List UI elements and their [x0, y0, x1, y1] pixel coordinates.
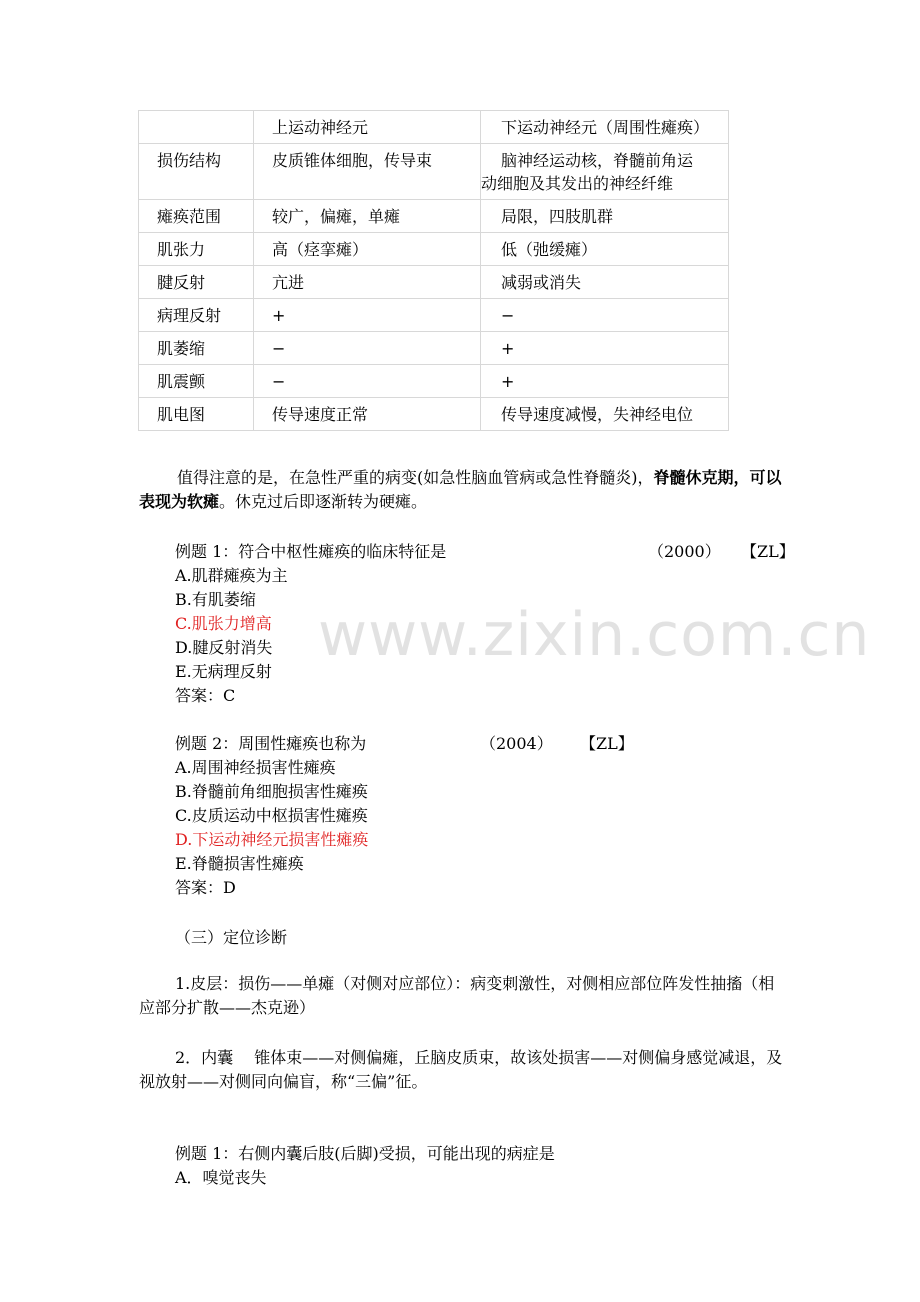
example-1-answer: 答案：C	[175, 686, 236, 705]
spinal-shock-note	[139, 466, 789, 514]
table-row	[139, 365, 729, 398]
example-2-tag: 【ZL】	[580, 734, 634, 753]
example-1-option-b: B.有肌萎缩	[175, 590, 256, 609]
row-label: 肌电图	[139, 398, 254, 431]
lower-neuron-cell: −	[481, 299, 729, 332]
table-row	[139, 332, 729, 365]
neuron-comparison-table	[138, 110, 729, 431]
site-watermark: www.zixin.com.cn	[318, 600, 871, 670]
section-heading: （三）定位诊断	[175, 928, 288, 947]
example-1-option-c: C.肌张力增高	[175, 614, 272, 633]
note-emphasis: 脊髓休克期，可以表现为软瘫	[139, 468, 782, 511]
table-row	[139, 144, 729, 200]
example-3-option-a: A．嗅觉丧失	[175, 1168, 267, 1187]
example-1-option-d: D.腱反射消失	[175, 638, 273, 657]
lower-neuron-line: 脑神经运动核，脊髓前角运	[501, 151, 694, 170]
lower-neuron-cell: 低（弛缓瘫）	[481, 233, 729, 266]
example-2-year: （2004）	[480, 734, 553, 753]
table-header-cell	[139, 111, 254, 144]
lower-neuron-cell: +	[481, 365, 729, 398]
table-header-cell: 下运动神经元（周围性瘫痪）	[481, 111, 729, 144]
example-2-answer: 答案：D	[175, 878, 236, 897]
row-label: 病理反射	[139, 299, 254, 332]
example-2-option-c: C.皮质运动中枢损害性瘫痪	[175, 806, 368, 825]
lower-neuron-line: 动细胞及其发出的神经纤维	[481, 174, 674, 193]
note-text: 值得注意的是，在急性严重的病变(如急性脑血管病或急性脊髓炎)，	[177, 468, 654, 487]
example-1-option-e: E.无病理反射	[175, 662, 272, 681]
upper-neuron-cell: 亢进	[254, 266, 481, 299]
example-1-year: （2000）	[648, 542, 721, 561]
table-row	[139, 299, 729, 332]
example-1-option-a: A.肌群瘫痪为主	[175, 566, 288, 585]
table-row	[139, 200, 729, 233]
example-2-option-b: B.脊髓前角细胞损害性瘫痪	[175, 782, 368, 801]
table-header-row	[139, 111, 729, 144]
lower-neuron-cell: 传导速度减慢，失神经电位	[481, 398, 729, 431]
upper-neuron-cell: −	[254, 332, 481, 365]
example-2-option-e: E.脊髓损害性瘫痪	[175, 854, 304, 873]
cortex-point: 1.皮层：损伤——单瘫（对侧对应部位）：病变刺激性，对侧相应部位阵发性抽搐（相应部分扩散——杰克逊）	[139, 974, 775, 1017]
example-1-tag: 【ZL】	[741, 542, 795, 561]
example-2-option-d: D.下运动神经元损害性瘫痪	[175, 830, 369, 849]
example-3-question: 例题 1：右侧内囊后肢(后脚)受损，可能出现的病症是	[175, 1144, 555, 1163]
lower-neuron-cell: 减弱或消失	[481, 266, 729, 299]
row-label: 瘫痪范围	[139, 200, 254, 233]
note-text-tail: 。休克过后即逐渐转为硬瘫。	[219, 492, 428, 511]
lower-neuron-cell: 局限，四肢肌群	[481, 200, 729, 233]
row-label: 损伤结构	[139, 144, 254, 200]
row-label: 腱反射	[139, 266, 254, 299]
upper-neuron-cell: 较广，偏瘫，单瘫	[254, 200, 481, 233]
lower-neuron-cell: +	[481, 332, 729, 365]
example-1-question: 例题 1：符合中枢性瘫痪的临床特征是	[175, 542, 447, 561]
table-header-cell: 上运动神经元	[254, 111, 481, 144]
example-2-option-a: A.周围神经损害性瘫痪	[175, 758, 336, 777]
table-row	[139, 233, 729, 266]
row-label: 肌张力	[139, 233, 254, 266]
upper-neuron-cell: 高（痉挛瘫）	[254, 233, 481, 266]
row-label: 肌萎缩	[139, 332, 254, 365]
upper-neuron-cell: 传导速度正常	[254, 398, 481, 431]
example-2-question: 例题 2：周围性瘫痪也称为	[175, 734, 367, 753]
upper-neuron-cell: +	[254, 299, 481, 332]
upper-neuron-cell: −	[254, 365, 481, 398]
internal-capsule-point: 2．内囊 锥体束——对侧偏瘫，丘脑皮质束，故该处损害——对侧偏身感觉减退，及视放射——对侧同向偏盲，称“三偏”征。	[139, 1048, 783, 1091]
row-label: 肌震颤	[139, 365, 254, 398]
table-row	[139, 398, 729, 431]
upper-neuron-cell: 皮质锥体细胞，传导束	[254, 144, 481, 200]
table-row	[139, 266, 729, 299]
lower-neuron-cell	[481, 144, 729, 200]
